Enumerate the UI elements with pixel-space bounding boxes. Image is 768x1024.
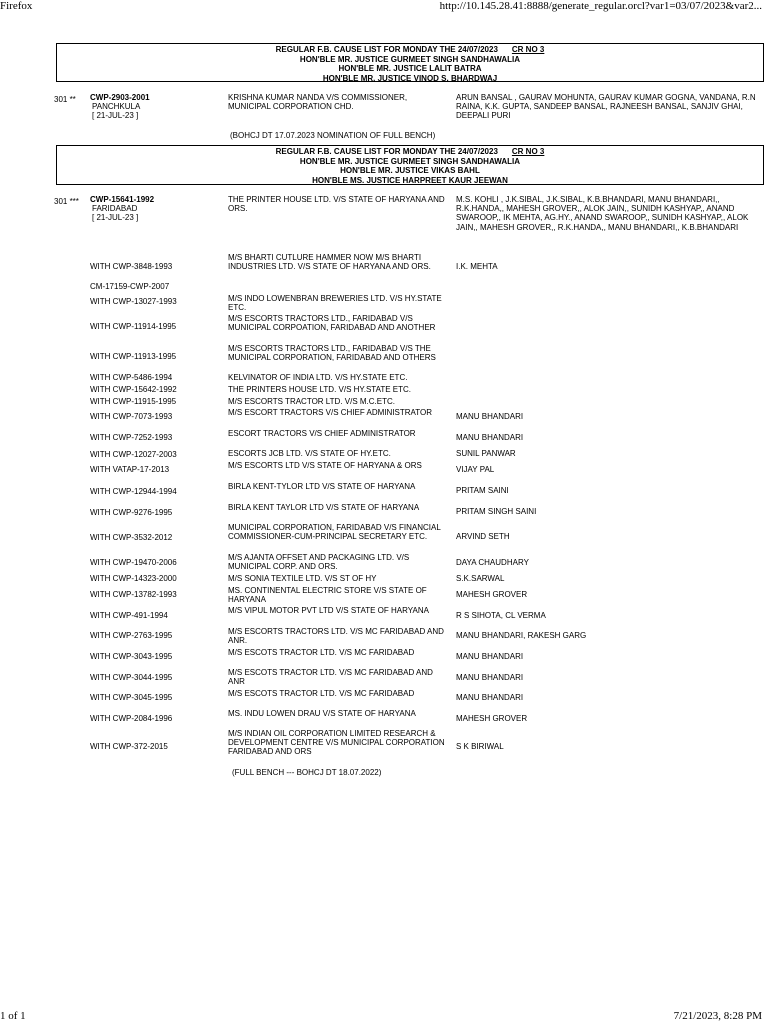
connected-advocate: PRITAM SAINI (456, 486, 509, 495)
connected-case-number: WITH CWP-3045-1995 (90, 693, 173, 702)
cr-number: CR NO 3 (511, 147, 545, 156)
connected-parties: BIRLA KENT-TYLOR LTD V/S STATE OF HARYANA (228, 482, 416, 491)
connected-case-number: WITH CWP-13782-1993 (90, 590, 177, 599)
cause-list-title: REGULAR F.B. CAUSE LIST FOR MONDAY THE 24/07/2023 (275, 147, 498, 156)
connected-parties: M/S ESCOTS TRACTOR LTD. V/S MC FARIDABAD (228, 689, 415, 698)
serial-number: 301 ** (54, 95, 76, 104)
bench-header-2 (56, 145, 764, 185)
connected-case-number: WITH CWP-12944-1994 (90, 487, 177, 496)
connected-case-number: WITH CWP-3044-1995 (90, 673, 173, 682)
connected-parties: M/S ESCORTS TRACTOR LTD. V/S M.C.ETC. (228, 397, 395, 406)
judge-name: HON'BLE MR. JUSTICE VINOD S. BHARDWAJ (322, 73, 498, 83)
connected-advocate: MANU BHANDARI, RAKESH GARG (456, 631, 587, 640)
connected-parties: M/S ESCORTS LTD V/S STATE OF HARYANA & ORS (228, 461, 422, 470)
connected-parties: M/S INDIAN OIL CORPORATION LIMITED RESEARCH & DEVELOPMENT CENTRE V/S MUNICIPAL CORPORATION FARIDABAD AND ORS (228, 729, 445, 757)
connected-parties: BIRLA KENT TAYLOR LTD V/S STATE OF HARYANA (228, 503, 420, 512)
print-header (0, 0, 768, 14)
connected-advocate: PRITAM SINGH SAINI (456, 507, 537, 516)
connected-parties: M/S VIPUL MOTOR PVT LTD V/S STATE OF HARYANA (228, 606, 429, 615)
connected-parties: M/S ESCORTS TRACTORS LTD., FARIDABAD V/S MUNICIPAL CORPOATION, FARIDABAD AND ANOTHER (228, 314, 436, 333)
case-advocates: ARUN BANSAL , GAURAV MOHUNTA, GAURAV KUMAR GOGNA, VANDANA, R.N RAINA, K.K. GUPTA, SANDEEP BANSAL, RAJNEESH BANSAL, SANJIV GHAI, DEEPALI PURI (456, 93, 756, 121)
connected-parties: M/S INDO LOWENBRAN BREWERIES LTD. V/S HY.STATE ETC. (228, 294, 442, 313)
connected-case-number: WITH CWP-13027-1993 (90, 297, 177, 306)
connected-advocate: MANU BHANDARI (456, 412, 524, 421)
case-district: PANCHKULA (92, 102, 141, 112)
case-advocates: M.S. KOHLI , J.K.SIBAL, J.K.SIBAL, K.B.BHANDARI, MANU BHANDARI,, R.K.HANDA,, MAHESH GROVER,, ALOK JAIN,, SUNIDH KASHYAP,, ANAND SWAROOP,, IK MEHTA, AG.HY., ANAND SWAROOP,, SUNIDH KASHYAP,, ALOK JAIN,, MAHESH GROVER,, R.K.HANDA,, MANU BHANDARI,, K.B.BHANDARI (456, 195, 749, 232)
connected-advocate: ARVIND SETH (456, 532, 510, 541)
browser-name: Firefox (0, 0, 33, 12)
case-parties: THE PRINTER HOUSE LTD. V/S STATE OF HARYANA AND ORS. (228, 195, 445, 214)
connected-advocate: MANU BHANDARI (456, 433, 524, 442)
connected-parties: M/S ESCOTS TRACTOR LTD. V/S MC FARIDABAD AND ANR (228, 668, 433, 687)
judge-name: HON'BLE MR. JUSTICE VIKAS BAHL (340, 166, 480, 175)
judge-name: HON'BLE MR. JUSTICE GURMEET SINGH SANDHAWALIA (299, 54, 521, 64)
connected-advocate: MANU BHANDARI (456, 673, 524, 682)
connected-case-number: CM-17159-CWP-2007 (90, 282, 170, 291)
connected-case-number: WITH CWP-15642-1992 (90, 385, 177, 394)
case-number: CWP-15641-1992 (90, 195, 155, 204)
connected-advocate: SUNIL PANWAR (456, 449, 516, 458)
connected-case-number: WITH CWP-2084-1996 (90, 714, 173, 723)
print-datetime: 7/21/2023, 8:28 PM (673, 1010, 762, 1022)
bench-header-1 (56, 43, 764, 82)
page-count: 1 of 1 (0, 1010, 26, 1022)
case-number: CWP-2903-2001 (90, 93, 150, 102)
connected-parties: THE PRINTERS HOUSE LTD. V/S HY.STATE ETC. (228, 385, 411, 394)
connected-case-number: WITH CWP-12027-2003 (90, 450, 177, 459)
connected-advocate: MANU BHANDARI (456, 693, 524, 702)
judge-name: HON'BLE MR. JUSTICE LALIT BATRA (338, 64, 482, 73)
case-parties: KRISHNA KUMAR NANDA V/S COMMISSIONER, MUNICIPAL CORPORATION CHD. (228, 93, 408, 112)
judge-name: HON'BLE MR. JUSTICE GURMEET SINGH SANDHAWALIA (299, 156, 521, 166)
connected-case-number: WITH CWP-11914-1995 (90, 322, 177, 331)
connected-advocate: S.K.SARWAL (456, 574, 505, 583)
case-main (90, 195, 222, 223)
connected-advocate: R S SIHOTA, CL VERMA (456, 611, 546, 620)
connected-case-number: WITH CWP-11913-1995 (90, 352, 177, 361)
page-url[interactable]: http://10.145.28.41:8888/generate_regular.orcl?var1=03/07/2023&var2... (439, 0, 762, 12)
cause-list-title-row (57, 147, 763, 157)
connected-advocate: MAHESH GROVER (456, 714, 528, 723)
connected-case-number: WITH CWP-19470-2006 (90, 558, 177, 567)
connected-case-number: WITH CWP-11915-1995 (90, 397, 177, 406)
case-date: [ 21-JUL-23 ] (92, 111, 139, 121)
connected-advocate: S K BIRIWAL (456, 742, 504, 751)
connected-parties: M/S SONIA TEXTILE LTD. V/S ST OF HY (228, 574, 377, 583)
connected-case-number: WITH CWP-14323-2000 (90, 574, 177, 583)
case-district: FARIDABAD (92, 204, 138, 214)
connected-parties: M/S ESCORTS TRACTORS LTD., FARIDABAD V/S THE MUNICIPAL CORPORATION, FARIDABAD AND OTHERS (228, 344, 436, 363)
connected-case-number: WITH CWP-3532-2012 (90, 533, 173, 542)
connected-case-number: WITH VATAP-17-2013 (90, 465, 170, 474)
connected-case-number: WITH CWP-491-1994 (90, 611, 168, 620)
print-footer (0, 1008, 768, 1024)
connected-case-number: WITH CWP-7252-1993 (90, 433, 173, 442)
cause-list-title-row (57, 45, 763, 55)
connected-advocate: I.K. MEHTA (456, 262, 498, 271)
connected-case-number: WITH CWP-372-2015 (90, 742, 168, 751)
connected-parties: M/S AJANTA OFFSET AND PACKAGING LTD. V/S MUNICIPAL CORP. AND ORS. (228, 553, 410, 572)
connected-advocate: MANU BHANDARI (456, 652, 524, 661)
connected-parties: ESCORT TRACTORS V/S CHIEF ADMINISTRATOR (228, 429, 416, 438)
case-date: [ 21-JUL-23 ] (92, 213, 139, 223)
connected-parties: M/S BHARTI CUTLURE HAMMER NOW M/S BHARTI INDUSTRIES LTD. V/S STATE OF HARYANA AND ORS. (228, 253, 431, 272)
connected-case-number: WITH CWP-3043-1995 (90, 652, 173, 661)
connected-parties: M/S ESCOTS TRACTOR LTD. V/S MC FARIDABAD (228, 648, 415, 657)
connected-parties: KELVINATOR OF INDIA LTD. V/S HY.STATE ETC. (228, 373, 408, 382)
connected-case-number: WITH CWP-9276-1995 (90, 508, 173, 517)
judge-name: HON'BLE MS. JUSTICE HARPREET KAUR JEEWAN (312, 175, 508, 185)
serial-number: 301 *** (54, 197, 79, 206)
connected-advocate: VIJAY PAL (456, 465, 495, 474)
cause-list-title: REGULAR F.B. CAUSE LIST FOR MONDAY THE 24/07/2023 (275, 45, 498, 54)
connected-case-number: WITH CWP-2763-1995 (90, 631, 173, 640)
cr-number: CR NO 3 (511, 45, 545, 54)
connected-advocate: MAHESH GROVER (456, 590, 528, 599)
connected-parties: M/S ESCORT TRACTORS V/S CHIEF ADMINISTRATOR (228, 408, 433, 417)
connected-case-number: WITH CWP-5486-1994 (90, 373, 173, 382)
connected-parties: ESCORTS JCB LTD. V/S STATE OF HY.ETC. (228, 449, 391, 458)
connected-parties: MS. CONTINENTAL ELECTRIC STORE V/S STATE OF HARYANA (228, 586, 427, 605)
connected-advocate: DAYA CHAUDHARY (456, 558, 529, 567)
bench-note: (FULL BENCH --- BOHCJ DT 18.07.2022) (232, 768, 382, 777)
connected-parties: M/S ESCORTS TRACTORS LTD. V/S MC FARIDABAD AND ANR. (228, 627, 444, 646)
bench-note: (BOHCJ DT 17.07.2023 NOMINATION OF FULL BENCH) (230, 131, 436, 140)
connected-parties: MUNICIPAL CORPORATION, FARIDABAD V/S FINANCIAL COMMISSIONER-CUM-PRINCIPAL SECRETARY ETC. (228, 523, 441, 542)
case-main (90, 93, 222, 121)
connected-case-number: WITH CWP-3848-1993 (90, 262, 173, 271)
connected-case-number: WITH CWP-7073-1993 (90, 412, 173, 421)
connected-parties: MS. INDU LOWEN DRAU V/S STATE OF HARYANA (228, 709, 416, 718)
